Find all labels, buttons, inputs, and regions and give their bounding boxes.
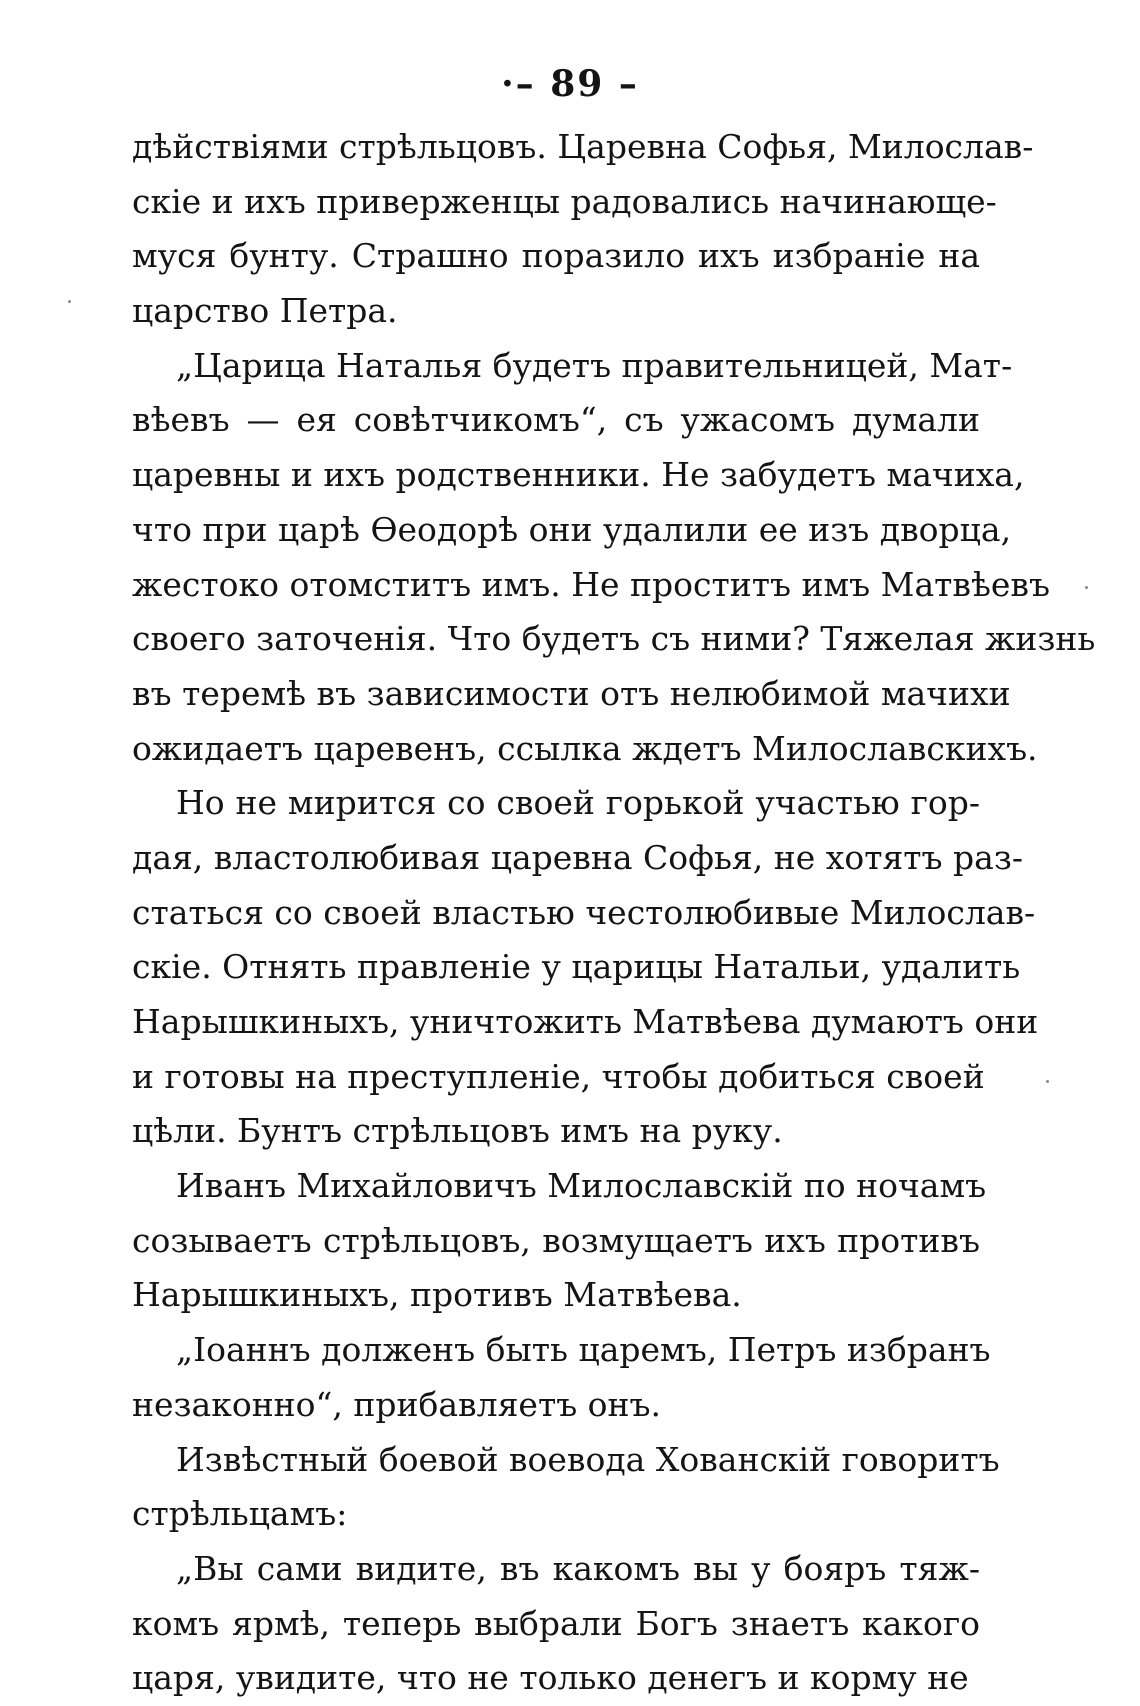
text-line: царство Петра. (132, 291, 398, 331)
paragraph (132, 1323, 991, 1432)
text-line: что при царѣ Ѳеодорѣ они удалили ее изъ дворца, (132, 509, 1012, 549)
page-number: ·– 89 – (501, 63, 639, 105)
text-line: царя, увидите, что не только денегъ и корму не (132, 1658, 969, 1698)
paragraph (132, 1433, 1000, 1542)
text-line: дая, властолюбивая царевна Софья, не хотятъ раз- (132, 837, 1023, 877)
text-line: дѣйствіями стрѣльцовъ. Царевна Софья, Милослав- (132, 127, 1034, 166)
text-line: комъ ярмѣ, теперь выбрали Богъ знаетъ какого (132, 1603, 980, 1643)
paragraph (132, 1159, 987, 1323)
paragraph (132, 1542, 980, 1706)
text-line: созываетъ стрѣльцовъ, возмущаетъ ихъ противъ (132, 1220, 980, 1260)
text-line: стрѣльцамъ: (132, 1494, 348, 1534)
text-line: статься со своей властью честолюбивые Милослав- (132, 892, 1036, 932)
text-line: „Вы сами видите, въ какомъ вы у бояръ тяж- (176, 1548, 980, 1588)
text-line: муся бунту. Страшно поразило ихъ избраніе на (132, 236, 980, 276)
text-line: „Іоаннъ долженъ быть царемъ, Петръ избранъ (176, 1330, 991, 1370)
text-line: „Царица Наталья будетъ правительницей, Мат- (176, 345, 1013, 385)
text-line: и готовы на преступленіе, чтобы добиться своей (132, 1056, 985, 1096)
scan-speck (1085, 586, 1088, 589)
text-line: царевны и ихъ родственники. Не забудетъ мачиха, (132, 455, 1025, 495)
text-line: скіе и ихъ приверженцы радовались начинающе- (132, 181, 997, 221)
text-line: незаконно“, прибавляетъ онъ. (132, 1384, 662, 1424)
paragraph (132, 339, 1096, 777)
text-line: скіе. Отнять правленіе у царицы Натальи, удалить (132, 947, 1021, 987)
text-line: въ теремѣ въ зависимости отъ нелюбимой мачихи (132, 673, 1011, 713)
text-line: ожидаетъ царевенъ, ссылка ждетъ Милославскихъ. (132, 728, 1038, 768)
text-line: своего заточенія. Что будетъ съ ними? Тяжелая жизнь (132, 619, 1096, 659)
text-line: вѣевъ — ея совѣтчикомъ“, съ ужасомъ думали (132, 400, 980, 440)
text-line: Но не мирится со своей горькой участью гор- (176, 783, 980, 823)
text-line: жестоко отомститъ имъ. Не проститъ имъ Матвѣевъ (132, 564, 1050, 604)
text-line: Нарышкиныхъ, уничтожить Матвѣева думаютъ они (132, 1002, 1039, 1041)
text-line: Извѣстный боевой воевода Хованскій говоритъ (176, 1439, 1000, 1479)
paragraph (132, 776, 1039, 1159)
paragraph (132, 120, 1034, 339)
text-body (132, 120, 1096, 1706)
text-line: Иванъ Михайловичъ Милославскій по ночамъ (176, 1166, 987, 1206)
text-line: цѣли. Бунтъ стрѣльцовъ имъ на руку. (132, 1111, 783, 1151)
scan-speck (68, 300, 71, 303)
scan-speck (1046, 1080, 1049, 1083)
text-line: Нарышкиныхъ, противъ Матвѣева. (132, 1275, 742, 1315)
